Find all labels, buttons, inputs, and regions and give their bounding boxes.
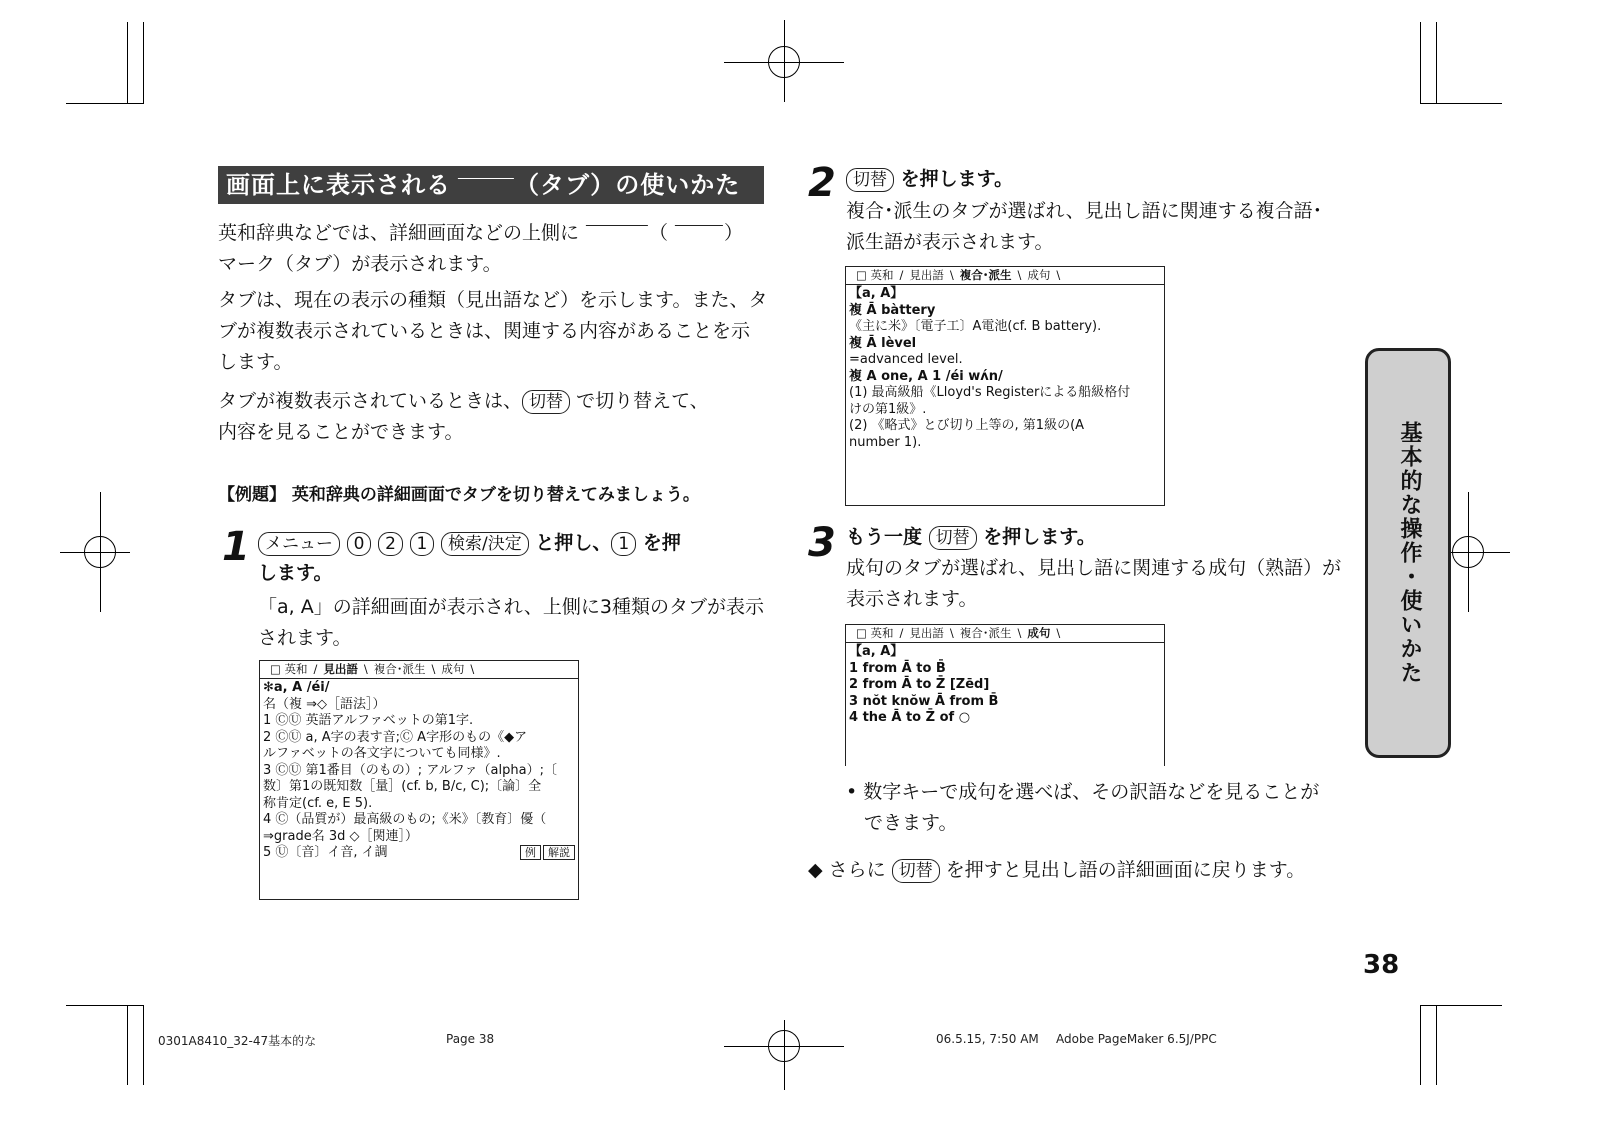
screen-example-2 <box>845 266 1165 506</box>
entry-line: number 1). <box>849 434 922 450</box>
entry-line: 1 ⒸⓊ 英語アルファベットの第1字. <box>263 713 474 728</box>
step-3-description: 成句のタブが選ばれ、見出し語に関連する成句（熟語）が 表示されます。 <box>846 557 1342 610</box>
search-key: 検索/決定 <box>441 532 529 556</box>
entry-line: けの第1級》. <box>849 401 927 417</box>
entry-line: ⇒grade名 3d ◇［関連］） <box>263 828 418 844</box>
entry-line: 数〕第1の既知数［量］(cf. b, B/c, C);〔論〕全 <box>263 779 542 794</box>
side-chapter-tab <box>1365 348 1451 758</box>
example-button: 例 <box>520 845 541 860</box>
entry-line: 【a, A】 <box>849 644 904 659</box>
key-2: 2 <box>378 532 403 556</box>
step-3-heading: もう一度 切替 を押します。 <box>846 526 1096 548</box>
tab-midashigo: 見出語 <box>909 268 944 282</box>
screen-tabs: □ 英和 / 見出語 \ 複合･派生 \ 成句 \ <box>260 661 578 679</box>
bullet-note: • 数字キーで成句を選べば、その訳語などを見ることが できます。 <box>846 781 1320 834</box>
footer-date: 06.5.15, 7:50 AM <box>936 1032 1039 1046</box>
tab-mark-icon <box>669 225 723 242</box>
key-1: 1 <box>410 532 435 556</box>
entry-line: 称肯定(cf. e, E 5). <box>263 795 373 811</box>
step-2-number: 2 <box>808 160 836 206</box>
step-1-number: 1 <box>222 524 250 570</box>
tab-eiwa: □ 英和 <box>856 626 894 640</box>
entry-line: 2 ⒸⓊ a, A字の表す音;Ⓒ A字形のもの《◆ア <box>263 729 528 745</box>
entry-line: (2) 《略式》とび切り上等の, 第1級の(A <box>849 418 1085 433</box>
tab-midashigo: 見出語 <box>909 626 944 640</box>
example-heading: 【例題】 英和辞典の詳細画面でタブを切り替えてみましょう。 <box>218 485 700 505</box>
entry-line: 《主に米》〔電子工〕A電池(cf. B battery). <box>849 319 1102 334</box>
tab-seiku: 成句 <box>1027 268 1051 282</box>
tab-seiku: 成句 <box>441 662 465 676</box>
key-1: 1 <box>611 532 636 556</box>
entry-line: =advanced level. <box>849 352 963 367</box>
entry-line: 3 nŏt knŏw Ā from B̄ <box>849 693 999 709</box>
screen-example-1 <box>259 660 579 900</box>
diamond-icon: ◆ <box>808 859 823 881</box>
tab-eiwa: □ 英和 <box>856 268 894 282</box>
screen-body <box>846 643 1164 728</box>
step-1-heading: メニュー 0 2 1 検索/決定 と押し、 1 を押 します。 <box>258 532 681 584</box>
step-2-heading: 切替 を押します。 <box>846 164 1013 194</box>
intro-paragraph-2: タブは、現在の表示の種類（見出語など）を示します。また、タブが複数表示されているときは、関連する内容があることを示します。 <box>218 289 768 373</box>
entry-line: 1 from Ā to B̄ <box>849 660 946 676</box>
page-number: 38 <box>1363 950 1400 980</box>
tab-eiwa: □ 英和 <box>270 662 308 676</box>
side-tab-label: 基本的な操作・使いかた <box>1397 421 1422 685</box>
menu-key: メニュー <box>258 532 340 556</box>
switch-key: 切替 <box>522 390 570 414</box>
switch-key: 切替 <box>846 168 894 192</box>
tab-midashigo: 見出語 <box>323 662 358 676</box>
switch-key: 切替 <box>929 526 977 550</box>
step-1-description: 「a, A」の詳細画面が表示され、上側に3種類のタブが表示されます。 <box>258 596 764 649</box>
footer-app: Adobe PageMaker 6.5J/PPC <box>1056 1032 1217 1046</box>
screen-body <box>260 679 578 863</box>
entry-line: 4 Ⓒ（品質が）最高級のもの;《米》〔教育〕優（ <box>263 812 547 827</box>
diamond-note: ◆ さらに 切替 を押すと見出し語の詳細画面に戻ります。 <box>808 859 1306 881</box>
entry-line: ルファベットの各文字についても同様》. <box>263 746 501 761</box>
entry-line: 4 the Ā to Z̄ of ○ <box>849 710 971 725</box>
step-3-number: 3 <box>808 520 836 566</box>
tab-mark-icon <box>580 225 648 242</box>
entry-line: 複 A one, A 1 /éi wʌ́n/ <box>849 368 1003 384</box>
step-2-description: 複合･派生のタブが選ばれ、見出し語に関連する複合語･ 派生語が表示されます。 <box>846 200 1323 253</box>
entry-line: 複 Ā lèvel <box>849 335 917 351</box>
entry-line: 名（複 ⇒◇［語法］） <box>263 696 386 712</box>
tab-mark-icon <box>452 178 514 195</box>
tab-seiku: 成句 <box>1027 626 1051 640</box>
tab-fukugo: 複合･派生 <box>959 626 1012 640</box>
entry-line: (1) 最高級船《Lloyd's Registerによる船級格付 <box>849 385 1131 400</box>
section-title: 画面上に表示される （タブ）の使いかた <box>218 166 764 204</box>
screen-tabs: □ 英和 / 見出語 \ 複合･派生 \ 成句 \ <box>846 625 1164 643</box>
bullet-icon: • <box>846 781 858 803</box>
footer-page: Page 38 <box>446 1032 495 1046</box>
key-0: 0 <box>347 532 372 556</box>
tab-fukugo: 複合･派生 <box>373 662 426 676</box>
entry-line: ✻a, A /éi/ <box>263 680 330 695</box>
screen-body <box>846 285 1164 452</box>
entry-line: 【a, A】 <box>849 286 904 301</box>
entry-line: 5 Ⓤ〔音〕イ音, イ調 例 解説 <box>263 845 575 862</box>
switch-key: 切替 <box>892 859 940 883</box>
intro-paragraph-1: 英和辞典などでは、詳細画面などの上側に （ ） マーク（タブ）が表示されます。 <box>218 222 744 275</box>
explain-button: 解説 <box>543 845 575 860</box>
intro-paragraph-3: タブが複数表示されているときは、 切替 で切り替えて、 内容を見ることができます。 <box>218 390 709 443</box>
tab-fukugo: 複合･派生 <box>959 268 1012 282</box>
entry-line: 3 ⒸⓊ 第1番目（のもの）; アルファ（alpha）;〔 <box>263 762 557 778</box>
footer-file: 0301A8410_32-47基本的な <box>158 1034 317 1048</box>
screen-example-3 <box>845 624 1165 766</box>
screen-tabs: □ 英和 / 見出語 \ 複合･派生 \ 成句 \ <box>846 267 1164 285</box>
entry-line: 2 from Ā to Z̄ [Zēd] <box>849 677 990 692</box>
entry-line: 複 Ā bàttery <box>849 302 936 318</box>
